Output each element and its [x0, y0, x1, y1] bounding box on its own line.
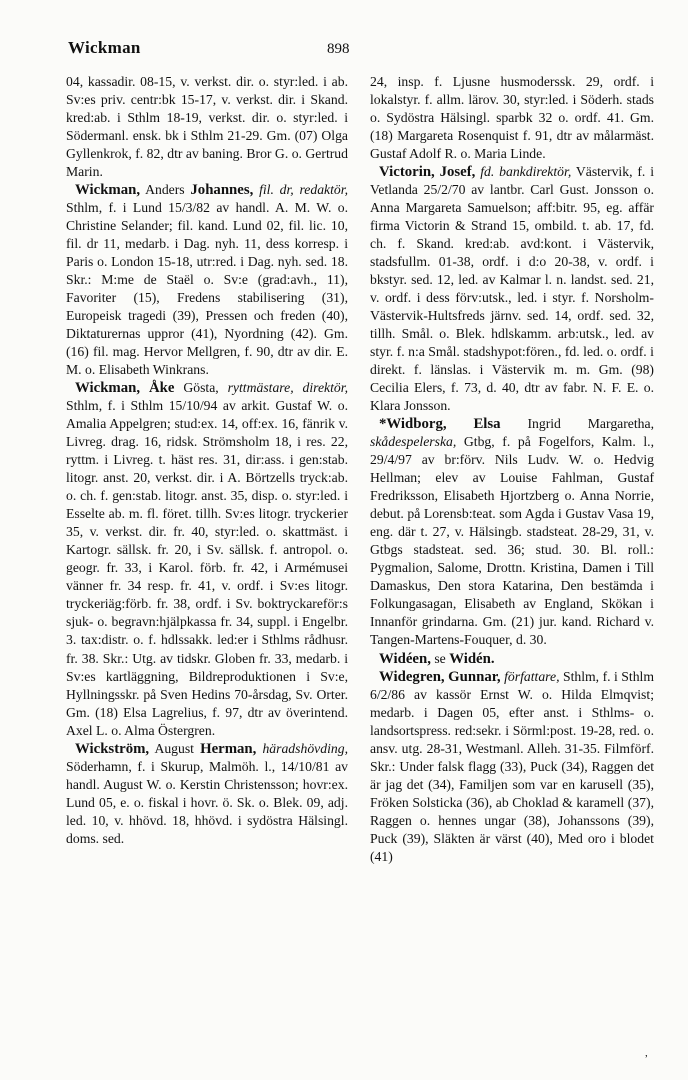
entry — [370, 163, 654, 415]
entry-occupation: skådespelerska, — [370, 434, 457, 450]
entry-headword: Widegren, — [379, 668, 445, 685]
entry-text: Söderhamn, f. i Skurup, Malmöh. l., 14/10/81 av handl. August W. o. Kerstin Christensson; hovr:ex. Lund 05, e. o. fiskal i hovr. ö. Sk. o. Blek. 09, adj. led. 10, v. hhövd. 18, hhövd. i sydöstra Hälsingl. doms. sed. — [66, 758, 348, 846]
entry-occupation: författare, — [500, 668, 560, 684]
entry — [370, 668, 654, 866]
entry-given-name: Gunnar, — [448, 668, 501, 685]
entry-cross-reference: Widén. — [449, 650, 495, 667]
entry-headword: Victorin, — [379, 164, 435, 181]
left-column — [66, 73, 348, 848]
stray-mark: , — [645, 1047, 648, 1059]
entry-given-name: Herman, — [200, 740, 257, 757]
entry-text: Sthlm, f. i Lund 15/3/82 av handl. A. M. W. o. Christine Selander; fil. kand. Lund 02, fil. lic. 10, fil. dr 11, medarb. i Dag. nyh. 11, dess korresp. i Paris o. London 15-18, utr:red. i Dag. nyh. sed. 18. Skr.: M:me de Staël o. Sv:e (grad:avh., 11), Favoriter (15), Fredens stabilisering (31), Europeisk tragedi (39), Pressen och freden (40), Diktaturernas uppror (41), Nyordning (42). Gm. (16) fil. mag. Hervor Mellgren, f. 90, dtr av dir. E. M. o. Elisabeth Winkrans. — [66, 200, 348, 378]
entry: *Widborg, Elsa Ingrid Margaretha, skådespelerska, Gtbg, f. på Fogelfors, Kalm. l., 29/4/97 av br:förv. Nils Ludv. W. o. Hedvig Hellman; elev av Louise Fahlman, Gustaf Fredriksson, Elisabeth Hjortzberg o. Anna Norrie, debut. på Lorensb:teat. som Agda i Gustav Vasa 19, eng. där t. 27, v. Hälsingb. stadsteat. 28-29, 31, v. Gtbgs stadsteat. sed. 36; stud. 30. Bl. roll.: Pygmalion, Salome, Drottn. Kristina, Damen i Till Damaskus, Den stora Katarina, Den bestämda i Folkungasagan, Elisabeth av England, Skökan i Innanför grindarna. Gm. (21) jur. kand. Richard v. Tangen-Martens-Fouquer, d. 30. — [370, 416, 655, 648]
running-head: Wickman — [68, 38, 141, 57]
entry-given-name: Johannes, — [190, 182, 254, 199]
entry: Wickström, August Herman, häradshövding, Söderhamn, f. i Skurup, Malmöh. l., 14/10/81 av handl. August W. o. Kerstin Christensson; hovr:ex. Lund 05, e. o. fiskal i hovr. ö. Sk. o. Blek. 09, adj. led. 10, v. hhövd. 18, hhövd. i sydöstra Hälsingl. doms. sed. — [66, 740, 348, 846]
entry-headword: Wickström, — [75, 740, 150, 757]
entry-headword: *Widborg, — [379, 416, 447, 433]
entry-headword: Wickman, — [75, 380, 141, 397]
entry: Widéen, se Widén. — [379, 650, 495, 667]
entry-given-name: Åke — [148, 380, 175, 397]
entry-text: Sthlm, f. i Sthlm 15/10/94 av arkit. Gustaf W. o. Amalia Appelgren; stud:ex. 14, off:ex. 16, fänrik v. Livreg. drag. 16, ridsk. Strömsholm 18, i res. 22, ryttm. i Livreg. t. häst res. 31, dir:ass. i gen:stab. litogr. anst. 20, verkst. dir. i A. Börtzells tryck:ab. o. ch. f. gen:stab. litogr. anst. 35, disp. o. styr:led. i Esselte ab. m. fl. föret. tillh. Sv:es litogr. tryckerier 35, v. verkst. dir. fr. 40, styr:led. o. skattmäst. i Kartogr. sällsk. fr. 20, i Sv. sällsk. f. antropol. o. geogr. fr. 33, i Karol. förb. fr. 42, i Armémusei vänner fr. 34 resp. fr. 41, v. ordf. i Sv:es litogr. tryckeriäg:förb. fr. 38, ordf. i Sv. boktryckareför:s sjuk- o. begravn:hjälpkassa fr. 34, suppl. i Engelbr. 3. tax:distr. o. f. hdlssakk. led:er i Sthlms rådhusr. fr. 38. Skr.: Utg. av tidskr. Globen fr. 33, medarb. i Sv:es kartläggning, Bildreproduktionen i Sv:e, Hyllningsskr. på Sven Hedins 70-årsdag, Sv. Orter. Gm. (18) Elsa Lagrelius, f. 97, dtr av överintend. Axel L. o. Alma Östergren. — [66, 398, 348, 738]
right-column — [370, 73, 654, 866]
entry-continuation: 24, insp. f. Ljusne husmoderssk. 29, ordf. i lokalstyr. f. allm. lärov. 30, styr:led. i Söderh. stads o. Sydöstra Hälsingl. sparbk 32 o. ordf. 41. Gm. (18) Margareta Rosenquist f. 91, dtr av målarmäst. Gustaf Adolf R. o. Maria Linde. — [370, 74, 654, 162]
entry-given-name: Josef, — [439, 164, 476, 181]
entry: Wickman, Anders Johannes, fil. dr, redaktör, Sthlm, f. i Lund 15/3/82 av handl. A. M. W. o. Christine Selander; fil. kand. Lund 02, fil. lic. 10, fil. dr 11, medarb. i Dag. nyh. 11, dess korresp. i Paris o. London 15-18, utr:red. i Dag. nyh. sed. 18. Skr.: M:me de Staël o. Sv:e (grad:avh., 11), Favoriter (15), Fredens stabilisering (31), Europeisk tragedi (39), Pressen och freden (40), Diktaturernas uppror (41), Nyordning (42). Gm. (16) fil. mag. Hervor Mellgren, f. 90, dtr av dir. E. M. o. Elisabeth Winkrans. — [66, 182, 349, 378]
entry-occupation: fd. bankdirektör, — [475, 164, 572, 180]
entry-headword: Widéen, — [379, 650, 431, 667]
page-number: 898 — [327, 41, 350, 57]
entry-given-name: Elsa — [473, 416, 501, 433]
entry-occupation: häradshövding, — [256, 740, 348, 756]
entry-text: Gtbg, f. på Fogelfors, Kalm. l., 29/4/97 av br:förv. Nils Ludv. W. o. Hedvig Hellman; elev av Louise Fahlman, Gustaf Fredriksson, Elisabeth Hjortzberg o. Anna Norrie, debut. på Lorensb:teat. som Agda i Gustav Vasa 19, eng. där t. 27, v. Hälsingb. stadsteat. 28-29, 31, v. Gtbgs stadsteat. sed. 36; stud. 30. Bl. roll.: Pygmalion, Salome, Drottn. Kristina, Damen i Till Damaskus, Den stora Katarina, Den bestämda i Folkungasagan, Elisabeth av England, Skökan i Innanför grindarna. Gm. (21) jur. kand. Richard v. Tangen-Martens-Fouquer, d. 30. — [370, 434, 654, 648]
entry-occupation: fil. dr, redaktör, — [253, 182, 349, 198]
entry-text: Västervik, f. i Vetlanda 25/2/70 av lantbr. Carl Gust. Jonsson o. Anna Margareta Samuelson; aff:bitr. 95, eg. affär firma Victorin & Strand 15, ombild. t. ab. 17, fd. ch. f. Skand. kred:ab. avd:kont. i Västervik, stadsfullm. 01-38, ordf. i d:o 20-38, v. ordf. i bkstyr. sed. 12, led. av Kalmar l. n. landst. sed. 21, v. ordf. i dess förv:utsk., led. i styr. f. Norsholm-Västervik-Hultsfreds järnv. sed. 14, ordf. sed. 32, tillh. Smål. o. Blek. hdlskamm. arb:utsk., led. av styr. f. n:a Smål. stadshypot:fören., fd. led. o. ordf. i direkt. f. länslas. i Västervik m. m. Gm. (98) Cecilia Elers, f. 73, d. 40, dtr av fabr. N. F. E. o. Klara Jonsson. — [370, 164, 654, 414]
entry-occupation: ryttmästare, direktör, — [227, 380, 348, 396]
entry-headword: Wickman, — [75, 182, 141, 199]
entry: Wickman, Åke Gösta, ryttmästare, direktör, Sthlm, f. i Sthlm 15/10/94 av arkit. Gustaf W. o. Amalia Appelgren; stud:ex. 14, off:ex. 16, fänrik v. Livreg. drag. 16, ridsk. Strömsholm 18, i res. 22, ryttm. i Livreg. t. häst res. 31, dir:ass. i gen:stab. litogr. anst. 20, verkst. dir. i A. Börtzells tryck:ab. o. ch. f. gen:stab. litogr. anst. 35, disp. o. styr:led. i Esselte ab. m. fl. föret. tillh. Sv:es litogr. tryckerier 35, v. verkst. dir. fr. 40, styr:led. o. skattmäst. i Kartogr. sällsk. fr. 20, i Sv. sällsk. f. antropol. o. geogr. fr. 33, i Karol. förb. fr. 42, i Armémusei vänner fr. 34 resp. fr. 41, v. ordf. i Sv:es litogr. tryckeriäg:förb. fr. 38, ordf. i Sv. boktryckareför:s sjuk- o. begravn:hjälpkassa fr. 34, suppl. i Engelbr. 3. tax:distr. o. f. hdlssakk. led:er i Sthlms rådhusr. fr. 38. Skr.: Utg. av tidskr. Globen fr. 33, medarb. i Sv:es kartläggning, Bildreproduktionen i Sv:e, Hyllningsskr. på Sven Hedins 70-årsdag, Sv. Orter. Gm. (18) Elsa Lagrelius, f. 97, dtr av överintend. Axel L. o. Alma Östergren. — [66, 380, 348, 738]
entry-text: Sthlm, f. i Sthlm 6/2/86 av kassör Ernst W. o. Hilda Elmqvist; medarb. i Dagen 05, efter anst. i Sthlms- o. landsortspress. red:sekr. i Sörml:post. 19-28, red. o. ansv. utg. 28-31, Westmanl. Alleh. 31-35. Filmförf. Skr.: Under falsk flagg (33), Puck (34), Raggen det är jag det (34), Familjen som var en karusell (35), Fröken Solsticka (36), ab Choklad & karamell (37), Raggen o. hennes ungar (38), Johanssons (39), Puck (39), Släkten är värst (40), Med oro i blodet (41) — [370, 668, 655, 864]
entry-continuation: 04, kassadir. 08-15, v. verkst. dir. o. styr:led. i ab. Sv:es priv. centr:bk 15-17, v. verkst. dir. i Skand. kred:ab. i Sthlm 18-19, verkst. dir. o. styr:led. i Södermanl. ensk. bk i Sthlm 21-29. Gm. (07) Olga Gyllenkrok, f. 82, dtr av baning. Bror G. o. Gertrud Marin. — [66, 74, 348, 180]
